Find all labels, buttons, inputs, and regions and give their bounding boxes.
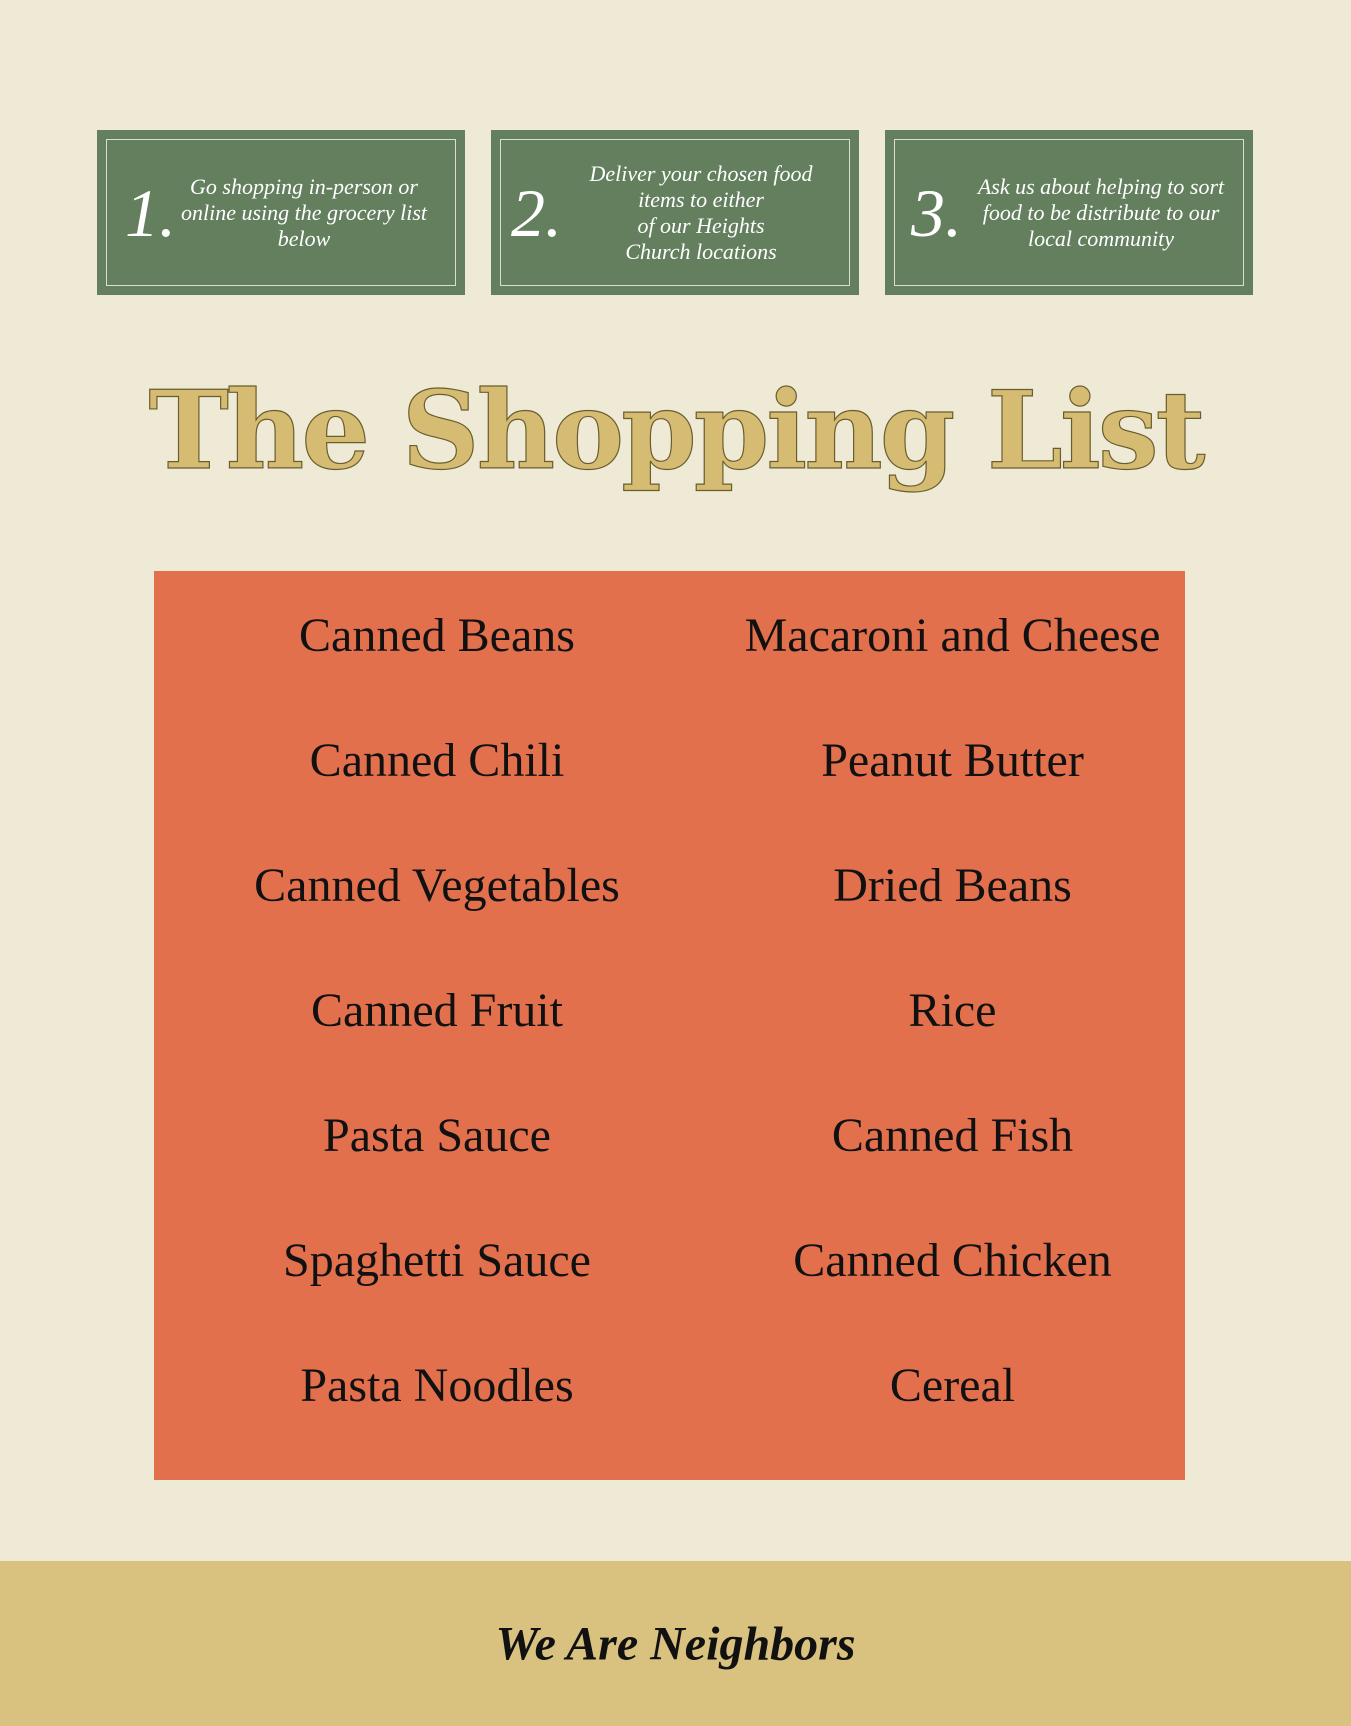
step-description: Deliver your chosen food items to either of our Heights Church locations <box>589 160 813 264</box>
step-number: 3. <box>911 174 962 251</box>
list-item: Spaghetti Sauce <box>283 1234 591 1287</box>
step-card-1 <box>97 130 465 295</box>
shopping-list-left-column <box>154 571 720 1480</box>
list-item: Canned Fish <box>831 1109 1074 1162</box>
list-item: Canned Vegetables <box>254 859 620 912</box>
step-description: Ask us about helping to sort food to be distribute to our local community <box>977 173 1225 251</box>
shopping-list-panel <box>154 571 1185 1480</box>
step-number: 1. <box>125 174 176 251</box>
footer-tagline: We Are Neighbors <box>495 1617 856 1670</box>
list-item: Peanut Butter <box>821 734 1084 787</box>
step-number: 2. <box>511 174 562 251</box>
list-item: Dried Beans <box>833 859 1072 912</box>
shopping-list-right-column <box>720 571 1185 1480</box>
step-description: Go shopping in-person or online using the grocery list below <box>180 173 428 251</box>
list-item: Macaroni and Cheese <box>744 609 1161 662</box>
list-item: Pasta Sauce <box>323 1109 551 1162</box>
step-card-2 <box>491 130 859 295</box>
list-item: Cereal <box>889 1359 1016 1412</box>
list-item: Canned Chicken <box>793 1234 1112 1287</box>
list-item: Rice <box>908 984 997 1037</box>
list-item: Pasta Noodles <box>300 1359 574 1412</box>
list-item: Canned Chili <box>309 734 565 787</box>
footer-band <box>0 1561 1351 1726</box>
page-title: The Shopping List <box>148 368 1203 494</box>
step-card-3 <box>885 130 1253 295</box>
steps-row <box>97 130 1254 295</box>
list-item: Canned Fruit <box>311 984 563 1037</box>
list-item: Canned Beans <box>299 609 575 662</box>
